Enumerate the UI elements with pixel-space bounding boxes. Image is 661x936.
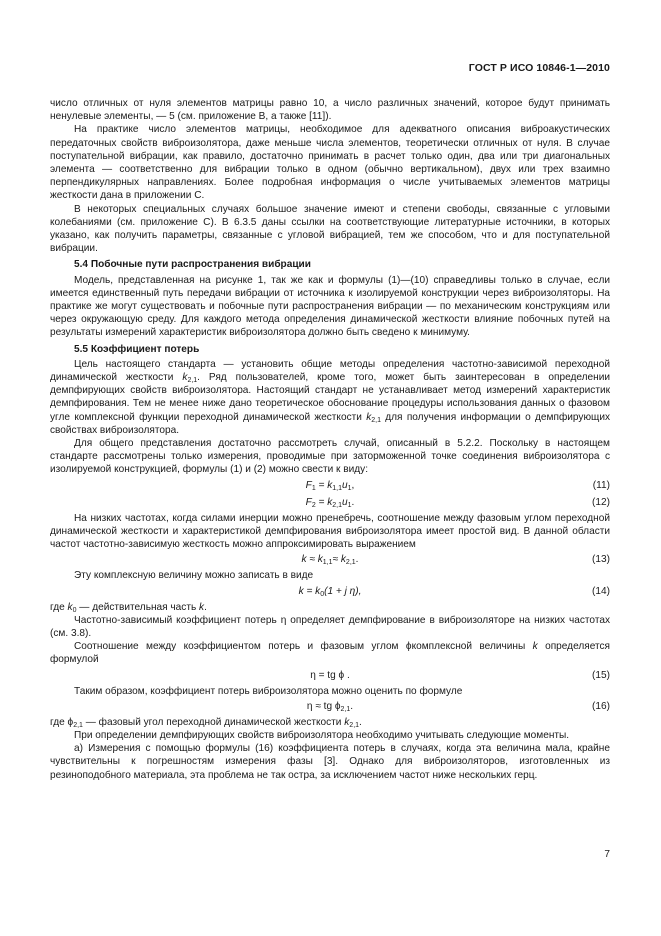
paragraph: Частотно-зависимый коэффициент потерь η определяет демпфирование в виброизоляторе на низких частотах (см. 3.8). [50,614,610,639]
equation-15: η = tg ϕ . (15) [50,668,610,684]
paragraph: где $k_0$ — действительная часть k. [50,601,207,614]
paragraph: число отличных от нуля элементов матрицы равно 10, а число различных значений, которое будут принимать ненулевые элементы, — 5 (см. приложение B, а также [11]). [50,98,610,123]
section-heading-5-4: 5.4 Побочные пути распространения вибрации [74,259,311,271]
paragraph: Таким образом, коэффициент потерь виброизолятора можно оценить по формуле [74,685,463,697]
page-content [50,97,610,782]
paragraph: Соотношение между коэффициентом потерь и фазовым углом ϕкомплексной величины k определяется формулой [50,641,611,666]
paragraph: Для общего представления достаточно рассмотреть случай, описанный в 5.2.2. Поскольку в настоящем стандарте рассмотрены только измерения, проводимые при заторможенной точке соединения виброизолятора с изолируемой конструкцией, формулы (1) и (2) можно свести к виду: [50,438,610,476]
paragraph: В некоторых специальных случаях большое значение имеют и степени свободы, связанные с угловыми колебаниями (см. приложение C). В 6.3.5 даны ссылки на соответствующие литературные источники, в которых указано, как получить параметры, связанные с угловой вибрацией, тем же способом, что и для поступательной вибрации. [50,203,610,255]
equation-number: (12) [592,496,610,508]
paragraph: Цель настоящего стандарта — установить общие методы определения частотно-зависимой переходной динамической жесткости $k_{2,1}$. Ряд пользователей, кроме того, может быть заинтересован в определении демпфирующих свойств виброизолятора. Настоящий стандарт не устанавливает метод измерений характеристик демпфирования. Тем не менее ниже дано теоретическое обоснование процедуры использования данных о фазовом угле комплексной функции переходной динамической жесткости $k_{2,1}$ для получения информации о демпфирующих свойствах виброизолятора. [50,358,611,436]
paragraph: а) Измерения с помощью формулы (16) коэффициента потерь в случаях, когда эта величина мала, крайне чувствительны к погрешностям измерения фазы [3]. Однако для виброизоляторов, изготовленных из резиноподобного материала, эта проблема не так остра, за исключением частот ниже нескольких герц. [50,743,610,781]
equation-13: $k \approx k_{1,1}\approx k_{2,1}$. (13) [301,554,610,567]
equation-number: (16) [592,700,610,712]
document-page [50,0,610,936]
equation-number: (11) [592,479,610,491]
paragraph: При определении демпфирующих свойств виброизолятора необходимо учитывать следующие моменты. [74,729,570,741]
equation-11: $F_1 = k_{1,1}u_1$, (11) [305,479,610,492]
paragraph: Эту комплексную величину можно записать в виде [74,570,314,582]
equation-number: (15) [592,669,610,681]
equation-14: $k = k_0(1 + j$ η), (14) [298,585,610,598]
equation-number: (13) [592,554,610,566]
paragraph: На практике число элементов матрицы, необходимое для адекватного описания виброакустических передаточных свойств виброизолятора, даже меньше числа элементов, теоретически отличных от нуля. В случае поступательной вибрации, как правило, достаточно принимать в расчет только один, два или три диагональных элемента — соответственно для вибрации только в одном (обычно вертикальном), двух или трех взаимно перпендикулярных направлениях. Более подробная информация о числе учитываемых элементов матрицы жесткости дана в приложении C. [50,124,610,202]
equation-16: η ≈ tg $\phi_{2,1}$. (16) [306,700,610,713]
equation-12: $F_2 = k_{2,1}u_1$. (12) [305,496,610,509]
section-heading-5-5: 5.5 Коэффициент потерь [74,343,200,355]
document-header: ГОСТ Р ИСО 10846-1—2010 [468,62,610,74]
paragraph: На низких частотах, когда силами инерции можно пренебречь, соотношение между фазовым углом переходной динамической жесткости и характеристикой демпфирования виброизолятора имеет простой вид. В данной области частот частотно-зависимую жесткость можно аппроксимировать выражением [50,512,610,551]
equation-number: (14) [592,585,610,597]
paragraph: где $\phi_{2,1}$ — фазовый угол переходной динамической жесткости $k_{2,1}$. [50,716,362,729]
paragraph: Модель, представленная на рисунке 1, так же как и формулы (1)—(10) справедливы только в случае, если имеется единственный путь передачи вибрации от источника к изолируемой конструкции через виброизоляторы. На практике же могут существовать и побочные пути распространения вибрации — по механическим конструкциям или через окружающую среду. Для каждого метода определения динамической жесткости влияние побочных путей на результаты измерений характеристик виброизолятора должно быть сведено к минимуму. [50,274,610,339]
page-number: 7 [604,849,610,860]
